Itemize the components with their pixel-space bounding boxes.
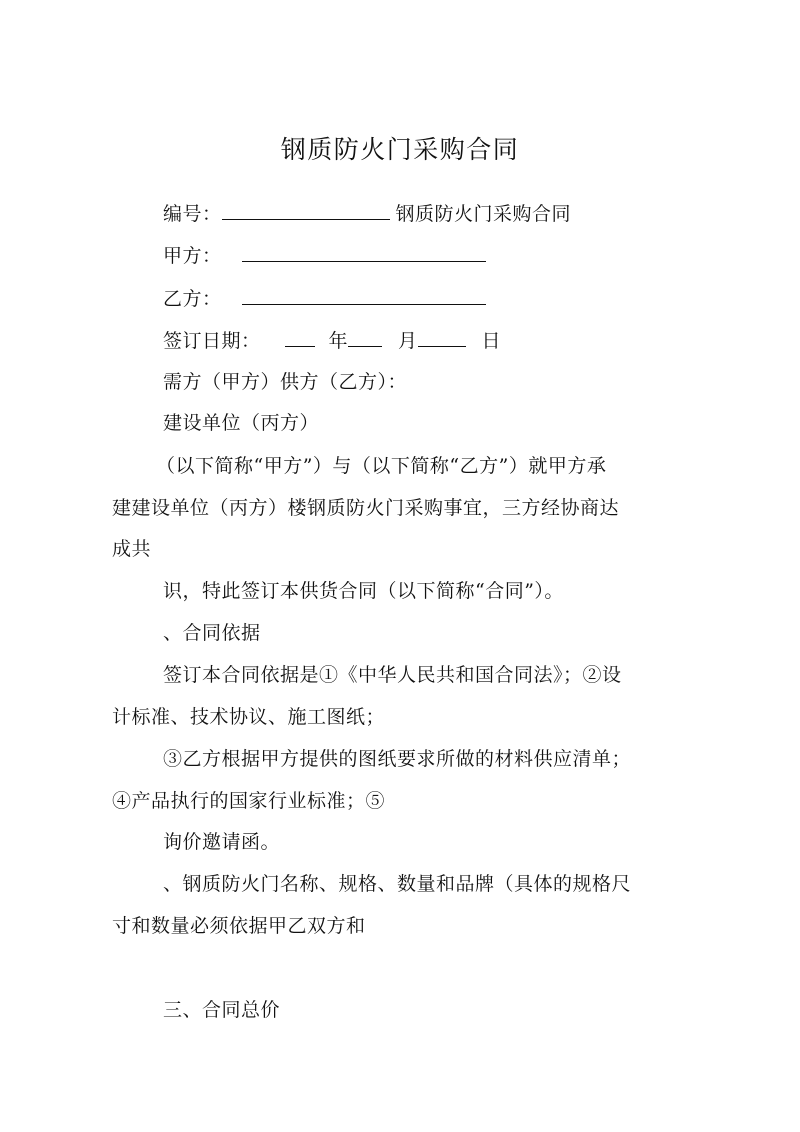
body-line-1: 需方（甲方）供方（乙方）： [163,371,408,393]
party-b-row [163,286,486,311]
section-heading-products: 、钢质防火门名称、规格、数量和品牌（具体的规格尺 [163,873,632,895]
body-line-11: ④产品执行的国家行业标准；⑤ [112,790,386,812]
day-label: 日 [481,330,502,352]
body-line-9: 计标准、技术协议、施工图纸； [112,706,386,728]
section-heading-total-price: 三、合同总价 [163,999,281,1021]
page-title: 钢质防火门采购合同 [280,135,520,164]
party-a-blank [242,243,486,262]
number-label: 编号： [163,203,222,225]
party-b-label: 乙方： [163,288,222,310]
number-value: 钢质防火门采购合同 [395,203,572,225]
body-line-2: 建设单位（丙方） [163,412,320,434]
body-line-4: 建建设单位（丙方）楼钢质防火门采购事宜，三方经协商达 [112,497,620,519]
body-line-14: 寸和数量必须依据甲乙双方和 [112,915,366,937]
body-line-10: ③乙方根据甲方提供的图纸要求所做的材料供应清单； [163,748,632,770]
year-label: 年 [328,330,349,352]
sign-date-label: 签订日期： [163,330,261,352]
body-line-8: 签订本合同依据是①《中华人民共和国合同法》；②设 [163,664,622,686]
day-blank [418,328,466,347]
sign-date-row [163,328,501,353]
month-label: 月 [398,330,418,352]
year-blank [285,328,315,347]
party-b-blank [242,286,486,305]
month-blank [348,328,382,347]
party-a-row [163,243,486,268]
party-a-label: 甲方： [163,245,222,267]
number-blank [222,201,390,220]
body-line-6: 识，特此签订本供货合同（以下简称“合同”）。 [163,580,564,602]
body-line-5: 成共 [112,538,152,560]
body-line-3: （以下简称“甲方”）与（以下简称“乙方”）就甲方承 [156,455,607,477]
section-heading-basis: 、合同依据 [163,622,261,644]
number-row [163,201,571,226]
body-line-12: 询价邀请函。 [163,831,281,853]
